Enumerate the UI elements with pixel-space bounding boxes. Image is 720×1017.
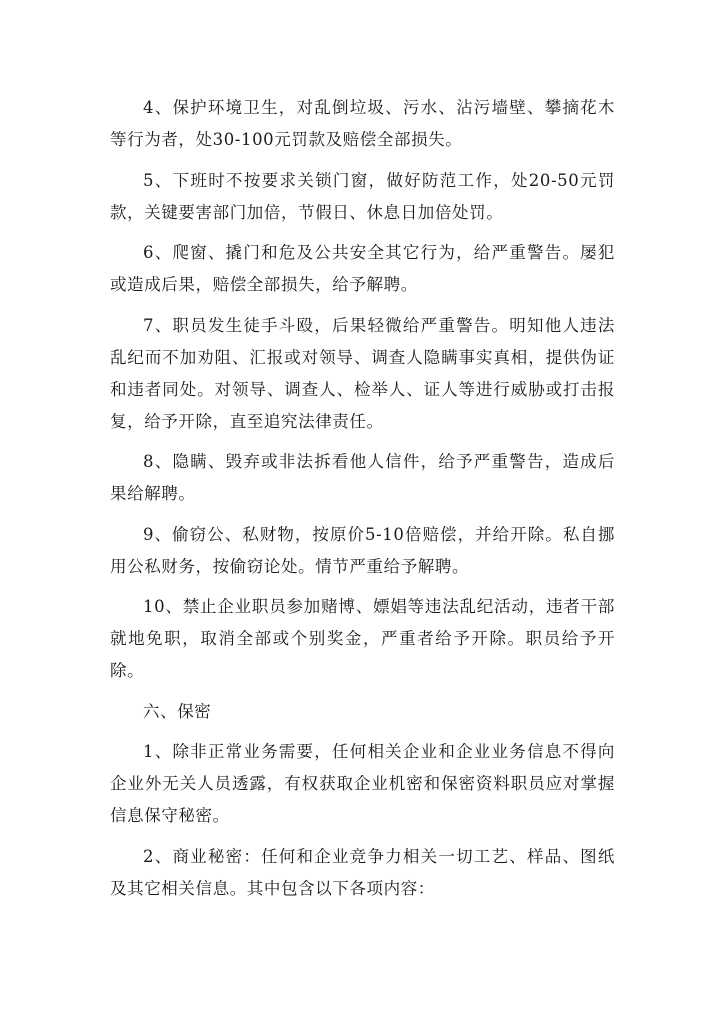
rule-paragraph-7: 7、职员发生徒手斗殴，后果轻微给严重警告。明知他人违法乱纪而不加劝阻、汇报或对领导、调查人隐瞒事实真相，提供伪证和违者同处。对领导、调查人、检举人、证人等进行威胁或打击报复，给予开除，直至追究法律责任。 xyxy=(110,315,615,431)
confidentiality-paragraph-1: 1、除非正常业务需要，任何相关企业和企业业务信息不得向企业外无关人员透露，有权获取企业机密和保密资料职员应对掌握信息保守秘密。 xyxy=(110,742,615,825)
rule-paragraph-10: 10、禁止企业职员参加赌博、嫖娼等违法乱纪活动，违者干部就地免职，取消全部或个别奖金，严重者给予开除。职员给予开除。 xyxy=(110,597,615,680)
rule-paragraph-8: 8、隐瞒、毁弃或非法拆看他人信件，给予严重警告，造成后果给解聘。 xyxy=(110,452,615,503)
rule-paragraph-9: 9、偷窃公、私财物，按原价5-10倍赔偿，并给开除。私自挪用公私财务，按偷窃论处。情节严重给予解聘。 xyxy=(110,524,615,576)
section-heading-confidentiality: 六、保密 xyxy=(143,701,212,721)
confidentiality-paragraph-2: 2、商业秘密：任何和企业竞争力相关一切工艺、样品、图纸及其它相关信息。其中包含以下各项内容： xyxy=(110,846,615,898)
rule-paragraph-5: 5、下班时不按要求关锁门窗，做好防范工作，处20-50元罚款，关键要害部门加倍，节假日、休息日加倍处罚。 xyxy=(110,170,615,222)
rule-paragraph-4: 4、保护环境卫生，对乱倒垃圾、污水、沾污墙壁、攀摘花木等行为者，处30-100元罚款及赔偿全部损失。 xyxy=(110,98,615,149)
rule-paragraph-6: 6、爬窗、撬门和危及公共安全其它行为，给严重警告。屡犯或造成后果，赔偿全部损失，给予解聘。 xyxy=(110,243,615,294)
document-body xyxy=(110,92,615,913)
